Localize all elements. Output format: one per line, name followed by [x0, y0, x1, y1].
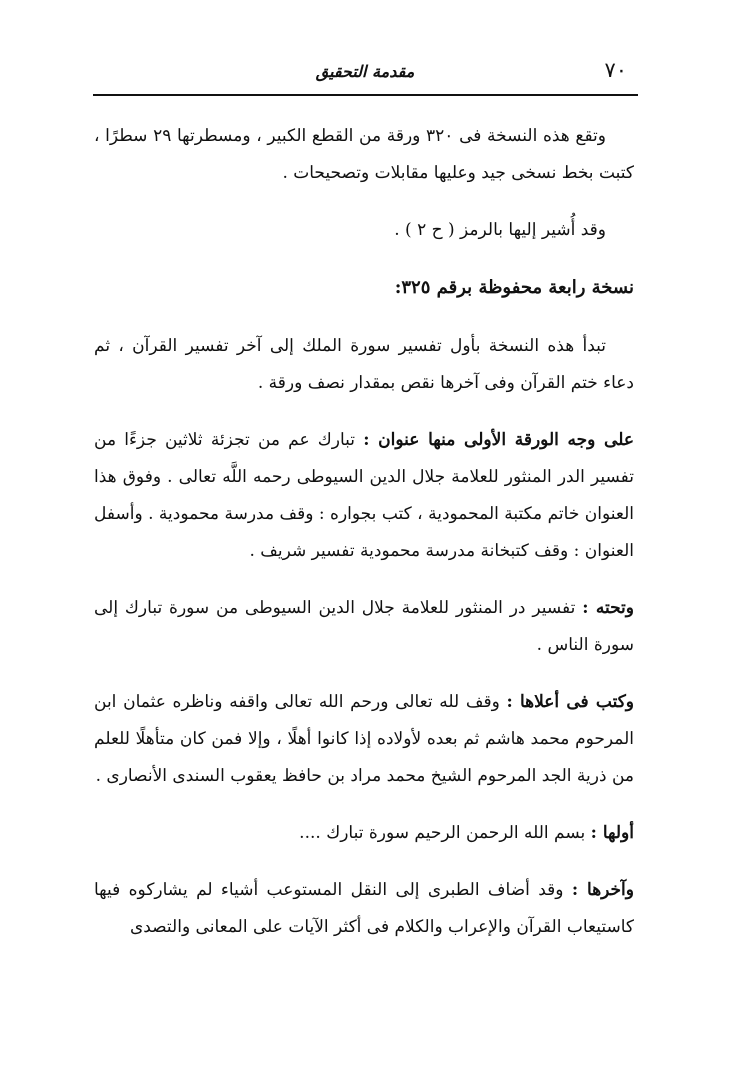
paragraph-manuscript-size: وتقع هذه النسخة فى ٣٢٠ ورقة من القطع الكبير ، ومسطرتها ٢٩ سطرًا ، كتبت بخط نسخى جيد وعليها مقابلات وتصحيحات . [94, 126, 634, 183]
paragraph-text: وقد أضاف الطبرى إلى النقل المستوعب أشياء لم يشاركوه فيها كاستيعاب القرآن والإعراب والكلام فى أكثر الآيات على المعانى والتصدى [94, 880, 634, 937]
paragraph-text: تبارك عم من تجزئة ثلاثين جزءًا من تفسير الدر المنثور للعلامة جلال الدين السيوطى رحمه اللَّه تعالى . وفوق هذا العنوان خاتم مكتبة المحمودية ، كتب بجواره : وقف مدرسة محمودية . وأسفل العنوان : وقف كتبخانة مدرسة محمودية تفسير شريف . [94, 430, 634, 561]
paragraph-lead: وتحته : [582, 598, 635, 618]
paragraph-lead: على وجه الورقة الأولى منها عنوان : [363, 430, 634, 450]
paragraph-below-title [94, 590, 634, 664]
header-rule [93, 94, 638, 96]
running-title: مقدمة التحقيق [315, 62, 415, 81]
paragraph-text: بسم الله الرحمن الرحيم سورة تبارك .... [299, 823, 591, 843]
paragraph-description: تبدأ هذه النسخة بأول تفسير سورة الملك إلى آخر تفسير القرآن ، ثم دعاء ختم القرآن وفى آخرها نقص بمقدار نصف ورقة . [94, 336, 634, 393]
paragraph-endowment [94, 684, 634, 795]
paragraph-lead: وكتب فى أعلاها : [506, 692, 635, 712]
section-heading: نسخة رابعة محفوظة برقم ٣٢٥: [394, 277, 634, 298]
page-number: ٧٠ [604, 58, 627, 82]
paragraph-ending [94, 872, 634, 946]
page-body [94, 118, 634, 966]
paragraph-lead: وآخرها : [571, 880, 634, 900]
paragraph-beginning [94, 815, 634, 852]
paragraph-text: تفسير در المنثور للعلامة جلال الدين السيوطى من سورة تبارك إلى سورة الناس . [94, 598, 634, 655]
page-header [95, 52, 635, 92]
paragraph-text: وقف لله تعالى ورحم الله تعالى واقفه وناظره عثمان ابن المرحوم محمد هاشم ثم بعده لأولاده إذا كانوا أهلًا ، وإلا فمن كان متأهلًا للعلم من ذرية الجد المرحوم الشيخ محمد مراد بن حافظ يعقوب السندى الأنصارى . [94, 692, 634, 786]
paragraph-title-page [94, 422, 634, 570]
paragraph-symbol: وقد أُشير إليها بالرمز ( ح ٢ ) . [394, 220, 606, 240]
paragraph-lead: أولها : [590, 823, 634, 843]
